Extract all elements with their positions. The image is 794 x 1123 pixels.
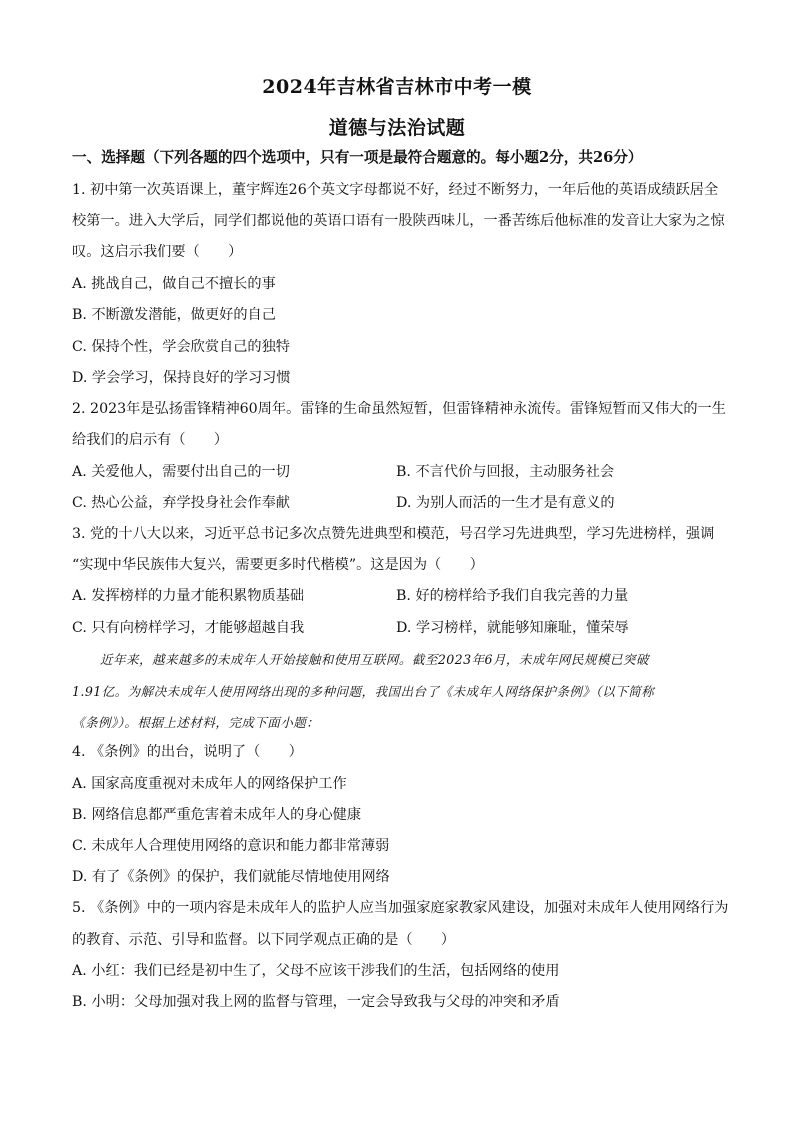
question-2-option-d: D. 为别人而活的一生才是有意义的 [396, 495, 615, 511]
question-1-stem-line-3: 叹。这启示我们要（ ） [72, 244, 243, 260]
question-1-stem-line-1: 1. 初中第一次英语课上，董宇辉连26个英文字母都说不好，经过不断努力，一年后他的英语成绩跃居全 [72, 182, 719, 198]
question-2-option-b: B. 不言代价与回报，主动服务社会 [396, 464, 615, 480]
question-4-option-d: D. 有了《条例》的保护，我们就能尽情地使用网络 [72, 869, 390, 885]
question-1-option-d: D. 学会学习，保持良好的学习习惯 [72, 370, 291, 386]
question-2-stem-line-1: 2. 2023年是弘扬雷锋精神60周年。雷锋的生命虽然短暂，但雷锋精神永流传。雷锋短暂而又伟大的一生 [72, 401, 726, 417]
section-heading: 一、选择题（下列各题的四个选项中，只有一项是最符合题意的。每小题2分，共26分） [72, 149, 643, 166]
question-3-stem-line-1: 3. 党的十八大以来，习近平总书记多次点赞先进典型和模范，号召学习先进典型，学习先进榜样，强调 [72, 526, 715, 542]
question-4-stem-line-1: 4. 《条例》的出台，说明了（ ） [72, 744, 303, 760]
question-4-option-c: C. 未成年人合理使用网络的意识和能力都非常薄弱 [72, 838, 390, 854]
question-4-option-b: B. 网络信息都严重危害着未成年人的身心健康 [72, 807, 362, 823]
question-3-option-b: B. 好的榜样给予我们自我完善的力量 [396, 588, 629, 604]
question-1-stem-line-2: 校第一。进入大学后，同学们都说他的英语口语有一股陕西味儿，一番苦练后他标准的发音让大家为之惊 [72, 213, 725, 229]
question-2-option-c: C. 热心公益，弃学投身社会作奉献 [72, 495, 290, 511]
question-4-option-a: A. 国家高度重视对未成年人的网络保护工作 [72, 776, 347, 792]
question-5-stem-line-2: 的教育、示范、引导和监督。以下同学观点正确的是（ ） [72, 932, 456, 948]
question-2-stem-line-2: 给我们的启示有（ ） [72, 432, 229, 448]
question-3-stem-line-2: “实现中华民族伟大复兴，需要更多时代楷模”。这是因为（ ） [72, 557, 484, 573]
question-3-option-c: C. 只有向榜样学习，才能够超越自我 [72, 620, 305, 636]
material-line-1: 近年来，越来越多的未成年人开始接触和使用互联网。截至2023年6月，未成年网民规模已突破 [100, 652, 649, 667]
question-1-option-c: C. 保持个性，学会欣赏自己的独特 [72, 339, 290, 355]
question-5-option-a: A. 小红：我们已经是初中生了，父母不应该干涉我们的生活，包括网络的使用 [72, 963, 560, 979]
question-1-option-a: A. 挑战自己，做自己不擅长的事 [72, 276, 276, 292]
page-title: 2024年吉林省吉林市中考一模 [262, 76, 532, 98]
material-line-2: 1.91亿。为解决未成年人使用网络出现的多种问题，我国出台了《未成年人网络保护条例》（以下简称 [72, 684, 655, 699]
question-3-option-d: D. 学习榜样，就能够知廉耻，懂荣辱 [396, 620, 629, 636]
question-1-option-b: B. 不断激发潜能，做更好的自己 [72, 307, 276, 323]
page-subtitle: 道德与法治试题 [328, 117, 466, 139]
question-3-option-a: A. 发挥榜样的力量才能积累物质基础 [72, 588, 305, 604]
question-5-option-b: B. 小明：父母加强对我上网的监督与管理，一定会导致我与父母的冲突和矛盾 [72, 994, 560, 1010]
material-line-3: 《条例》）。根据上述材料，完成下面小题： [72, 715, 320, 730]
question-2-option-a: A. 关爱他人，需要付出自己的一切 [72, 464, 290, 480]
question-5-stem-line-1: 5. 《条例》中的一项内容是未成年人的监护人应当加强家庭家教家风建设，加强对未成年人使用网络行为 [72, 900, 729, 916]
